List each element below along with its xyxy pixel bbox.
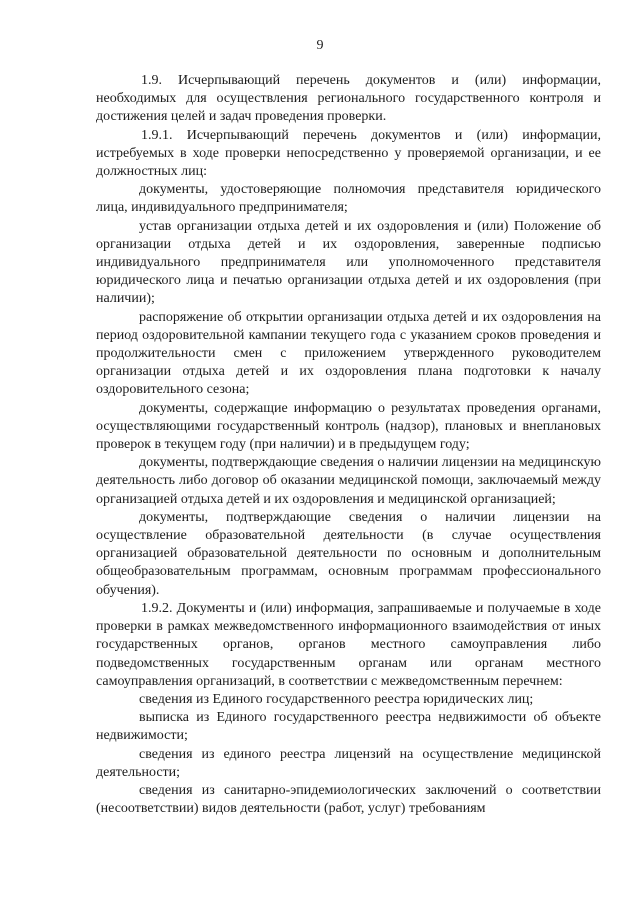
list-item: сведения из Единого государственного реестра юридических лиц;	[139, 691, 534, 707]
list-item: распоряжение об открытии организации отдыха детей и их оздоровления на период оздоровительной кампании текущего года с указанием сроков проведения и продолжительности смен с приложением утвержденного руководителем организации отдыха детей и их оздоровления плана подготовки к началу оздоровительного сезона;	[96, 309, 601, 398]
section-1-9-1-paragraph: 1.9.1. Исчерпывающий перечень документов и (или) информации, истребуемых в ходе проверки непосредственно у проверяемой организации, и ее должностных лиц:	[96, 127, 601, 180]
section-1-9-2-paragraph: 1.9.2. Документы и (или) информация, запрашиваемые и получаемые в ходе проверки в рамках межведомственного информационного взаимодействия от иных государственных органов, органов местного самоуправления либо подведомственных государственным органам или органам местного самоуправления организаций, в соответствии с межведомственным перечнем:	[96, 600, 601, 689]
list-item: документы, удостоверяющие полномочия представителя юридического лица, индивидуального предпринимателя;	[96, 182, 601, 216]
list-item: сведения из единого реестра лицензий на осуществление медицинской деятельности;	[96, 746, 601, 780]
list-item: документы, подтверждающие сведения о наличии лицензии на медицинскую деятельность либо договор об оказании медицинской помощи, заключаемый между организацией отдыха детей и их оздоровления и медицинской организацией;	[96, 455, 601, 507]
list-item: документы, подтверждающие сведения о наличии лицензии на осуществление образовательной деятельности (в случае осуществления организацией образовательной деятельности по основным и дополнительным общеобразовательным программам, основным программам профессионального обучения).	[96, 509, 601, 598]
page-number: 9	[316, 38, 324, 53]
list-item: документы, содержащие информацию о результатах проведения органами, осуществляющими государственный контроль (надзор), плановых и внеплановых проверок в текущем году (при наличии) и в предыдущем году;	[96, 400, 601, 453]
list-item: устав организации отдыха детей и их оздоровления и (или) Положение об организации отдыха детей и их оздоровления, заверенные подписью индивидуального предпринимателя или уполномоченного представителя юридического лица и печатью организации отдыха детей и их оздоровления (при наличии);	[96, 218, 601, 307]
list-item: выписка из Единого государственного реестра недвижимости об объекте недвижимости;	[96, 710, 601, 744]
document-body	[96, 72, 601, 818]
list-item: сведения из санитарно-эпидемиологических заключений о соответствии (несоответствии) видов деятельности (работ, услуг) требованиям	[96, 782, 601, 817]
section-1-9-paragraph: 1.9. Исчерпывающий перечень документов и (или) информации, необходимых для осуществления регионального государственного контроля и достижения целей и задач проведения проверки.	[96, 73, 601, 125]
